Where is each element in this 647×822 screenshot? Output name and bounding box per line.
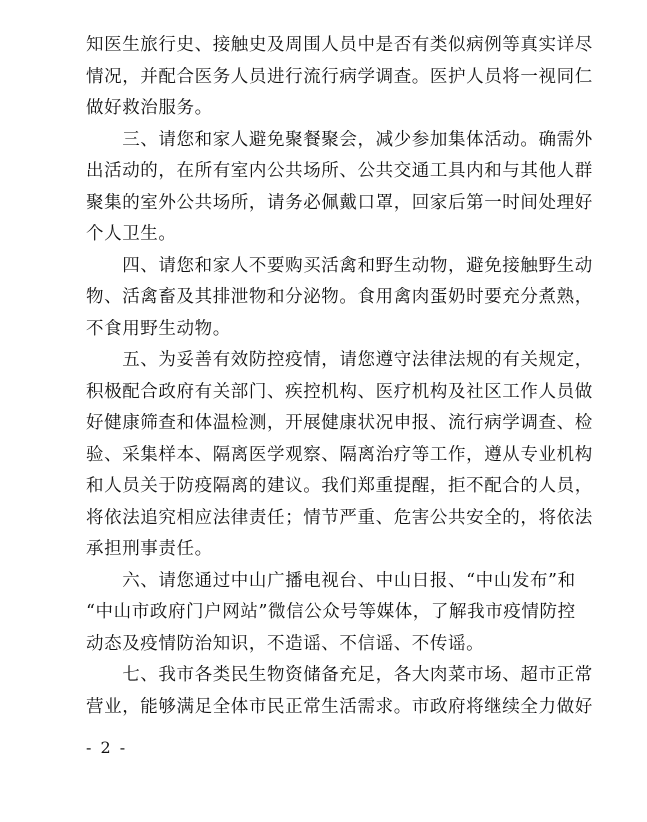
paragraph (86, 251, 593, 346)
text-line: 好健康筛查和体温检测，开展健康状况申报、流行病学调查、检 (86, 413, 593, 433)
text-line: 积极配合政府有关部门、疾控机构、医疗机构及社区工作人员做 (86, 381, 593, 402)
text-line: 动态及疫情防治知识，不造谣、不信谣、不传谣。 (86, 633, 485, 654)
page-number: - 2 - (86, 738, 128, 757)
text-line: 验、采集样本、隔离医学观察、隔离治疗等工作，遵从专业机构 (86, 444, 593, 465)
text-line: 物、活禽畜及其排泄物和分泌物。食用禽肉蛋奶时要充分煮熟， (86, 287, 593, 307)
text-line: 六、请您通过中山广播电视台、中山日报、“中山发布”和 (86, 570, 576, 591)
text-line: 和人员关于防疫隔离的建议。我们郑重提醒，拒不配合的人员， (86, 476, 593, 496)
text-line: 做好救治服务。 (86, 98, 213, 118)
paragraph (86, 566, 578, 661)
text-line: 不食用野生动物。 (86, 318, 231, 339)
text-line: 营业，能够满足全体市民正常生活需求。市政府将继续全力做好 (86, 696, 593, 717)
text-line: 出活动的，在所有室内公共场所、公共交通工具内和与其他人群 (86, 161, 593, 181)
paragraph (86, 345, 593, 566)
paragraph (86, 30, 593, 125)
paragraph (86, 660, 593, 723)
text-line: 情况，并配合医务人员进行流行病学调查。医护人员将一视同仁 (86, 66, 593, 87)
text-line: 三、请您和家人避免聚餐聚会，减少参加集体活动。确需外 (86, 129, 593, 150)
text-line: 聚集的室外公共场所，请务必佩戴口罩，回家后第一时间处理好 (86, 192, 593, 213)
text-line: 七、我市各类民生物资储备充足，各大肉菜市场、超市正常 (86, 665, 593, 685)
text-line: “中山市政府门户网站”微信公众号等媒体，了解我市疫情防控 (86, 602, 576, 622)
text-line: 五、为妥善有效防控疫情，请您遵守法律法规的有关规定， (86, 350, 593, 370)
text-line: 将依法追究相应法律责任；情节严重、危害公共安全的，将依法 (86, 507, 593, 528)
document-body (86, 30, 593, 723)
text-line: 四、请您和家人不要购买活禽和野生动物，避免接触野生动 (86, 255, 593, 276)
text-line: 知医生旅行史、接触史及周围人员中是否有类似病例等真实详尽 (86, 35, 593, 55)
text-line: 个人卫生。 (86, 224, 177, 244)
text-line: 承担刑事责任。 (86, 539, 213, 559)
paragraph (86, 125, 593, 251)
